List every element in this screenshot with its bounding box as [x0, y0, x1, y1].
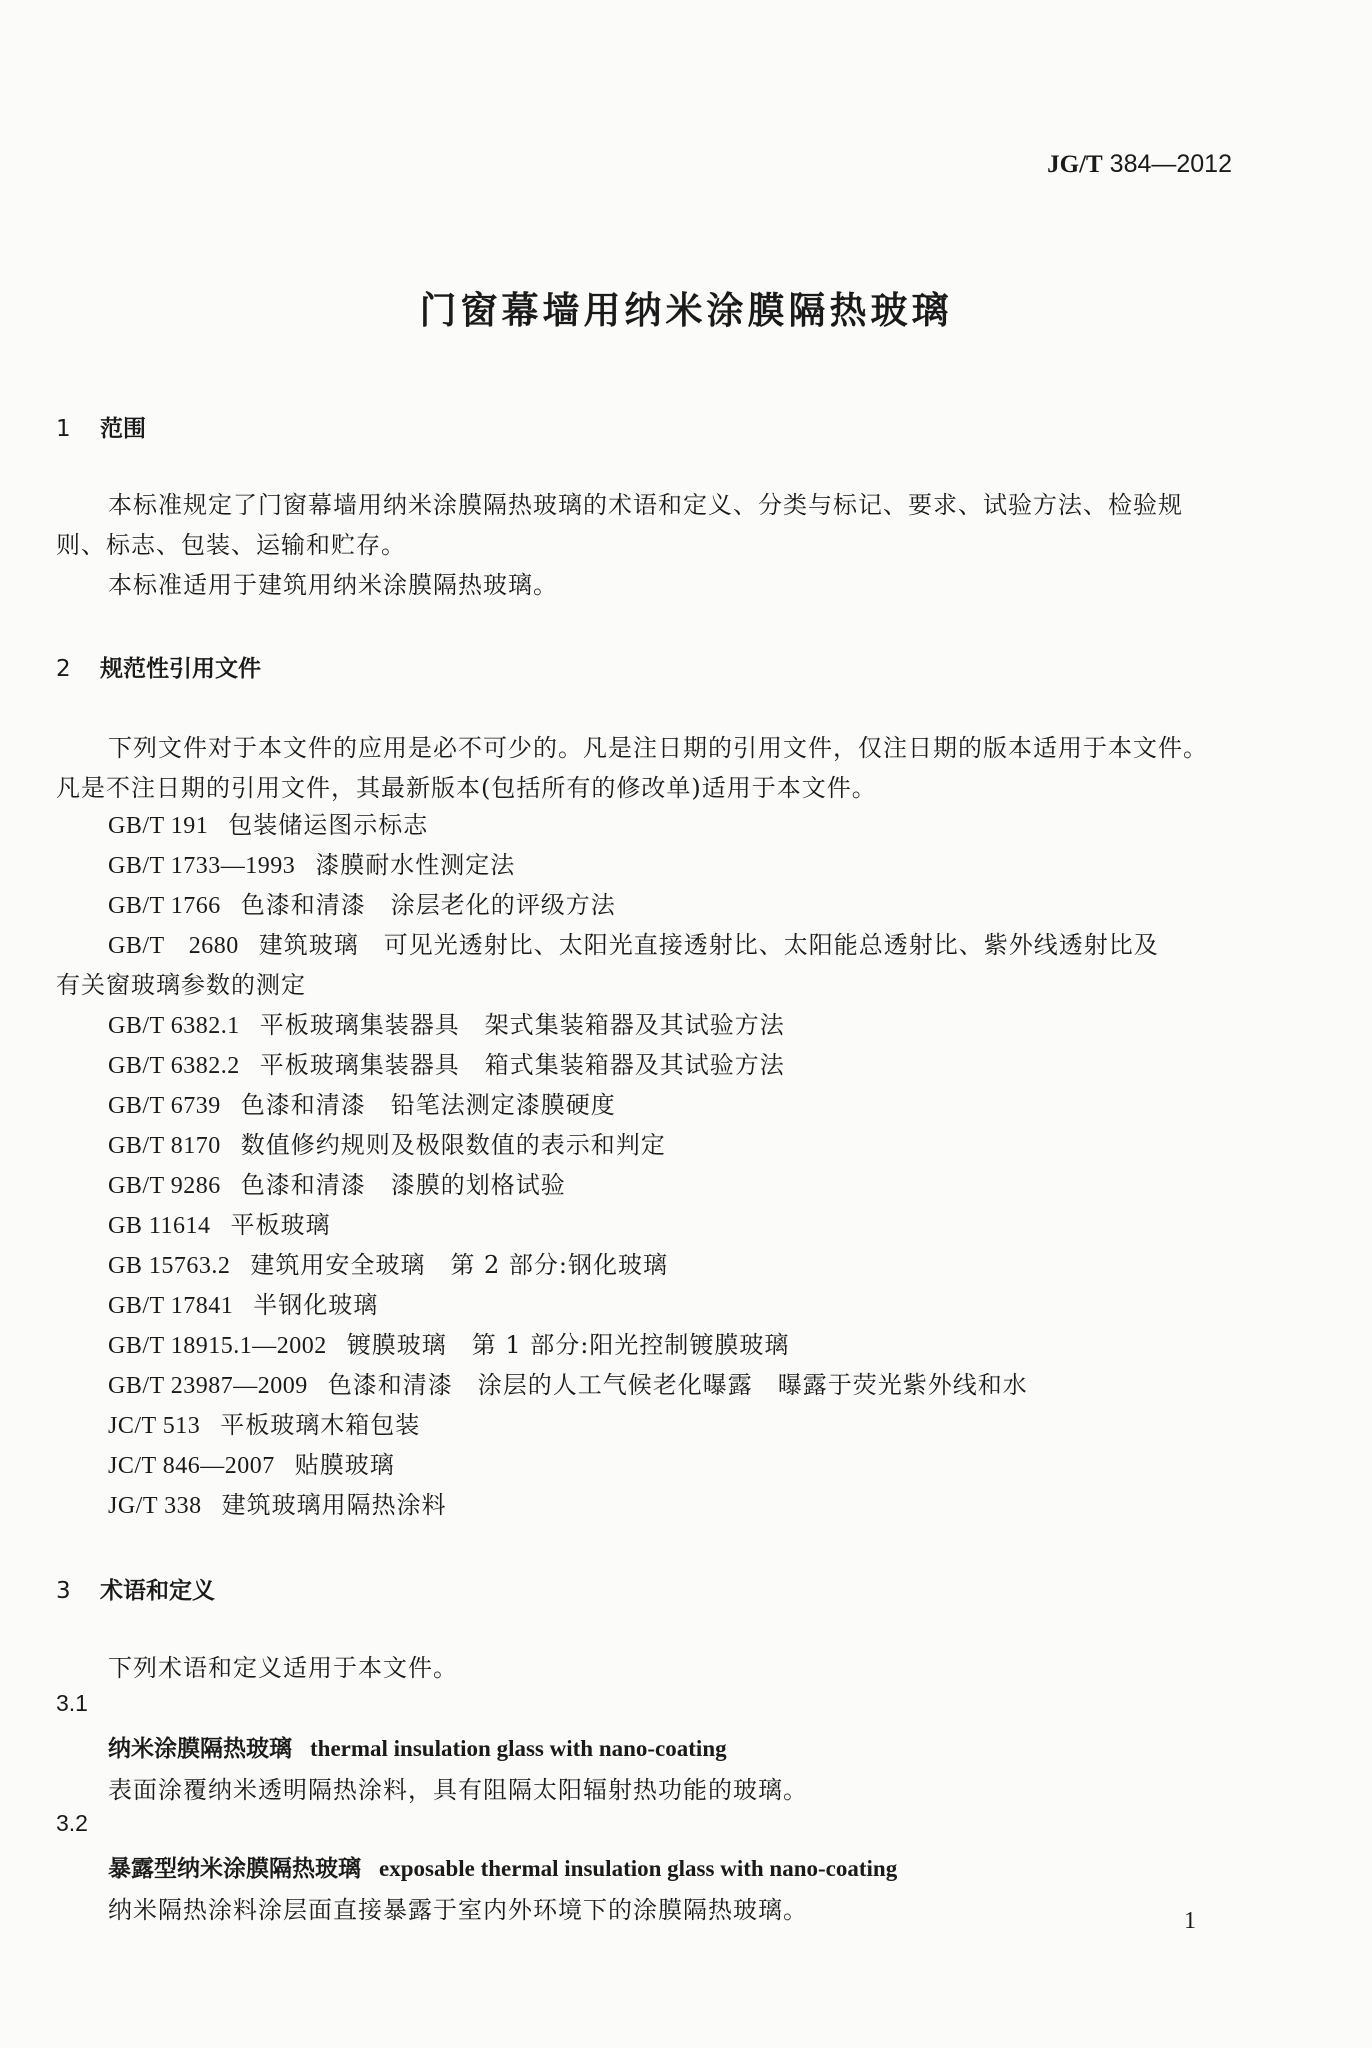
standard-prefix: JG/T — [1047, 151, 1103, 178]
section-1-heading — [56, 410, 146, 443]
term-name-zh: 暴露型纳米涂膜隔热玻璃 — [108, 1856, 361, 1882]
section-number: 2 — [56, 656, 71, 682]
term-number: 3.1 — [56, 1690, 88, 1716]
reference-code: GB/T 6382.1 — [108, 1013, 240, 1039]
reference-item — [108, 1205, 330, 1240]
reference-title: 平板玻璃 — [230, 1211, 331, 1239]
reference-title: 漆膜耐水性测定法 — [315, 851, 516, 879]
section-3-intro: 下列术语和定义适用于本文件。 — [108, 1654, 458, 1682]
reference-code: JC/T 846—2007 — [108, 1453, 275, 1479]
section-title: 术语和定义 — [100, 1578, 215, 1604]
reference-item — [108, 1125, 666, 1160]
reference-title: 平板玻璃集装器具 箱式集装箱器及其试验方法 — [259, 1051, 785, 1079]
reference-item — [108, 805, 428, 840]
reference-code: JG/T 338 — [108, 1493, 202, 1519]
section-2-heading — [56, 650, 261, 683]
reference-code: GB/T 9286 — [108, 1173, 221, 1199]
document-title: 门窗幕墙用纳米涂膜隔热玻璃 — [419, 289, 953, 332]
term-name-en: thermal insulation glass with nano-coating — [310, 1736, 727, 1761]
reference-code: GB/T 1733—1993 — [108, 853, 296, 879]
section-number: 1 — [56, 416, 71, 442]
section-title: 规范性引用文件 — [100, 656, 261, 682]
reference-item — [108, 1285, 378, 1320]
reference-title: 数值修约规则及极限数值的表示和判定 — [240, 1131, 666, 1159]
reference-item — [108, 1045, 785, 1080]
standard-number — [1047, 150, 1232, 179]
reference-code: GB/T 6382.2 — [108, 1053, 240, 1079]
reference-title: 建筑玻璃用隔热涂料 — [221, 1491, 447, 1519]
section-3-heading — [56, 1572, 215, 1605]
term-name — [108, 1850, 897, 1883]
term-definition: 表面涂覆纳米透明隔热涂料，具有阻隔太阳辐射热功能的玻璃。 — [108, 1776, 808, 1804]
reference-title: 镀膜玻璃 第 1 部分:阳光控制镀膜玻璃 — [346, 1331, 790, 1359]
section-1-paragraph-2: 本标准适用于建筑用纳米涂膜隔热玻璃。 — [108, 571, 558, 599]
section-title: 范围 — [100, 416, 146, 442]
reference-code: GB/T 1766 — [108, 893, 221, 919]
reference-item — [108, 1365, 1028, 1400]
term-number: 3.2 — [56, 1810, 88, 1836]
section-number: 3 — [56, 1578, 71, 1604]
page-number: 1 — [1184, 1908, 1196, 1934]
section-2-intro: 下列文件对于本文件的应用是必不可少的。凡是注日期的引用文件，仅注日期的版本适用于本文件。凡是不注日期的引用文件，其最新版本(包括所有的修改单)适用于本文件。 — [56, 734, 1208, 802]
standard-code: 384—2012 — [1102, 150, 1232, 178]
term-definition: 纳米隔热涂料涂层面直接暴露于室内外环境下的涂膜隔热玻璃。 — [108, 1896, 808, 1924]
reference-item — [108, 1245, 668, 1280]
reference-title: 建筑用安全玻璃 第 2 部分:钢化玻璃 — [250, 1251, 668, 1279]
term-name — [108, 1730, 727, 1763]
reference-code: GB/T 8170 — [108, 1133, 221, 1159]
reference-title: 平板玻璃集装器具 架式集装箱器及其试验方法 — [259, 1011, 785, 1039]
reference-code: GB 15763.2 — [108, 1253, 231, 1279]
reference-code: GB/T 6739 — [108, 1093, 221, 1119]
reference-title: 平板玻璃木箱包装 — [220, 1411, 421, 1439]
reference-item — [108, 1485, 447, 1520]
reference-item — [108, 845, 515, 880]
reference-title: 色漆和清漆 漆膜的划格试验 — [240, 1171, 566, 1199]
reference-title: 色漆和清漆 涂层老化的评级方法 — [240, 891, 616, 919]
reference-title: 建筑玻璃 可见光透射比、太阳光直接透射比、太阳能总透射比、紫外线透射比及 — [258, 931, 1159, 959]
reference-title: 色漆和清漆 铅笔法测定漆膜硬度 — [240, 1091, 616, 1119]
reference-item — [108, 1405, 420, 1440]
reference-item — [108, 925, 1159, 960]
term-name-en: exposable thermal insulation glass with nano-coating — [379, 1856, 898, 1881]
reference-item — [108, 1005, 785, 1040]
reference-item — [108, 1445, 395, 1480]
reference-item — [108, 1085, 616, 1120]
reference-code: GB 11614 — [108, 1213, 211, 1239]
reference-code: GB/T 2680 — [108, 933, 239, 959]
reference-code: GB/T 191 — [108, 813, 209, 839]
reference-item — [108, 1325, 789, 1360]
reference-code: GB/T 17841 — [108, 1293, 234, 1319]
reference-title: 包装储运图示标志 — [228, 811, 429, 839]
reference-code: JC/T 513 — [108, 1413, 201, 1439]
term-name-zh: 纳米涂膜隔热玻璃 — [108, 1736, 292, 1762]
reference-item — [108, 885, 616, 920]
reference-code: GB/T 23987—2009 — [108, 1373, 308, 1399]
reference-item — [108, 1165, 566, 1200]
reference-title: 色漆和清漆 涂层的人工气候老化曝露 曝露于荧光紫外线和水 — [327, 1371, 1028, 1399]
reference-title: 半钢化玻璃 — [253, 1291, 379, 1319]
reference-code: GB/T 18915.1—2002 — [108, 1333, 327, 1359]
reference-title: 贴膜玻璃 — [294, 1451, 395, 1479]
reference-title-continuation: 有关窗玻璃参数的测定 — [56, 971, 306, 999]
section-1-paragraph-1: 本标准规定了门窗幕墙用纳米涂膜隔热玻璃的术语和定义、分类与标记、要求、试验方法、检验规则、标志、包装、运输和贮存。 — [56, 491, 1183, 559]
